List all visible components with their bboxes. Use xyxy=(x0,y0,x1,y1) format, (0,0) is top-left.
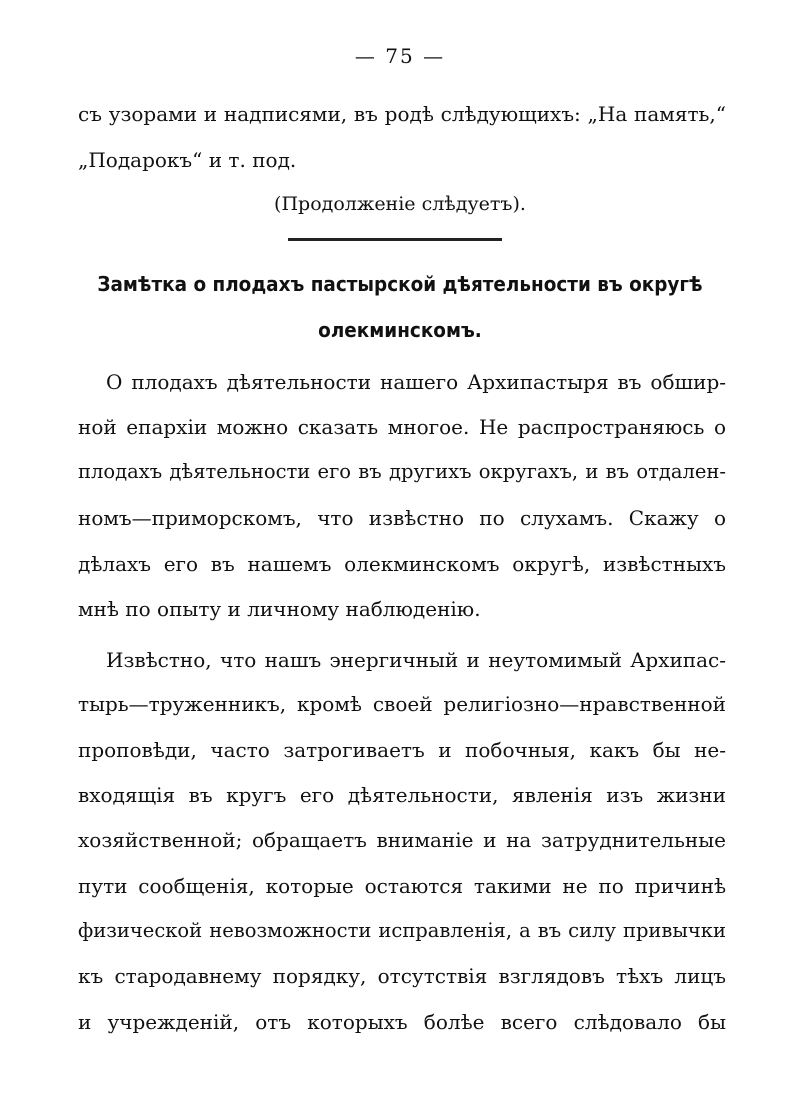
paragraph-2-line: тырь—труженникъ, кромѣ своей религіозно—нравственной xyxy=(78,692,726,716)
paragraph-1-line: ной епархіи можно сказать многое. Не распространяюсь о xyxy=(78,415,726,439)
paragraph-2-line: пути сообщенія, которые остаются такими не по причинѣ xyxy=(78,874,726,898)
page-number: — 75 — xyxy=(354,44,446,68)
paragraph-2-line: входящія въ кругъ его дѣятельности, явленія изъ жизни xyxy=(78,783,726,807)
paragraph-2-line: физической невозможности исправленія, а въ силу привычки xyxy=(78,919,726,942)
section-heading-line-2: олекминскомъ. xyxy=(318,318,482,342)
paragraph-1-line: О плодахъ дѣятельности нашего Архипастыря въ обшир- xyxy=(106,370,726,394)
paragraph-1-line: мнѣ по опыту и личному наблюденію. xyxy=(78,597,481,621)
paragraph-2-line: и учрежденій, отъ которыхъ болѣе всего слѣдовало бы xyxy=(78,1010,726,1034)
text-line: съ узорами и надписями, въ родѣ слѣдующихъ: „На память,“ xyxy=(78,102,726,126)
paragraph-2-line: хозяйственной; обращаетъ вниманіе и на затруднительные xyxy=(78,828,726,852)
section-divider xyxy=(288,238,502,241)
text-line: „Подарокъ“ и т. под. xyxy=(78,148,297,172)
paragraph-2-line: Извѣстно, что нашъ энергичный и неутомимый Архипас- xyxy=(106,648,726,672)
section-heading-line-1: Замѣтка о плодахъ пастырской дѣятельности въ округѣ xyxy=(97,272,703,296)
paragraph-1-line: плодахъ дѣятельности его въ другихъ округахъ, и въ отдален- xyxy=(78,460,726,483)
paragraph-1-line: дѣлахъ его въ нашемъ олекминскомъ округѣ, извѣстныхъ xyxy=(78,552,726,576)
paragraph-2-line: проповѣди, часто затрогиваетъ и побочныя, какъ бы не- xyxy=(78,738,726,762)
paragraph-2-line: къ стародавнему порядку, отсутствія взглядовъ тѣхъ лицъ xyxy=(78,964,726,988)
continued-note: (Продолженіе слѣдуетъ). xyxy=(274,193,526,215)
paragraph-1-line: номъ—приморскомъ, что извѣстно по слухамъ. Скажу о xyxy=(78,506,726,530)
